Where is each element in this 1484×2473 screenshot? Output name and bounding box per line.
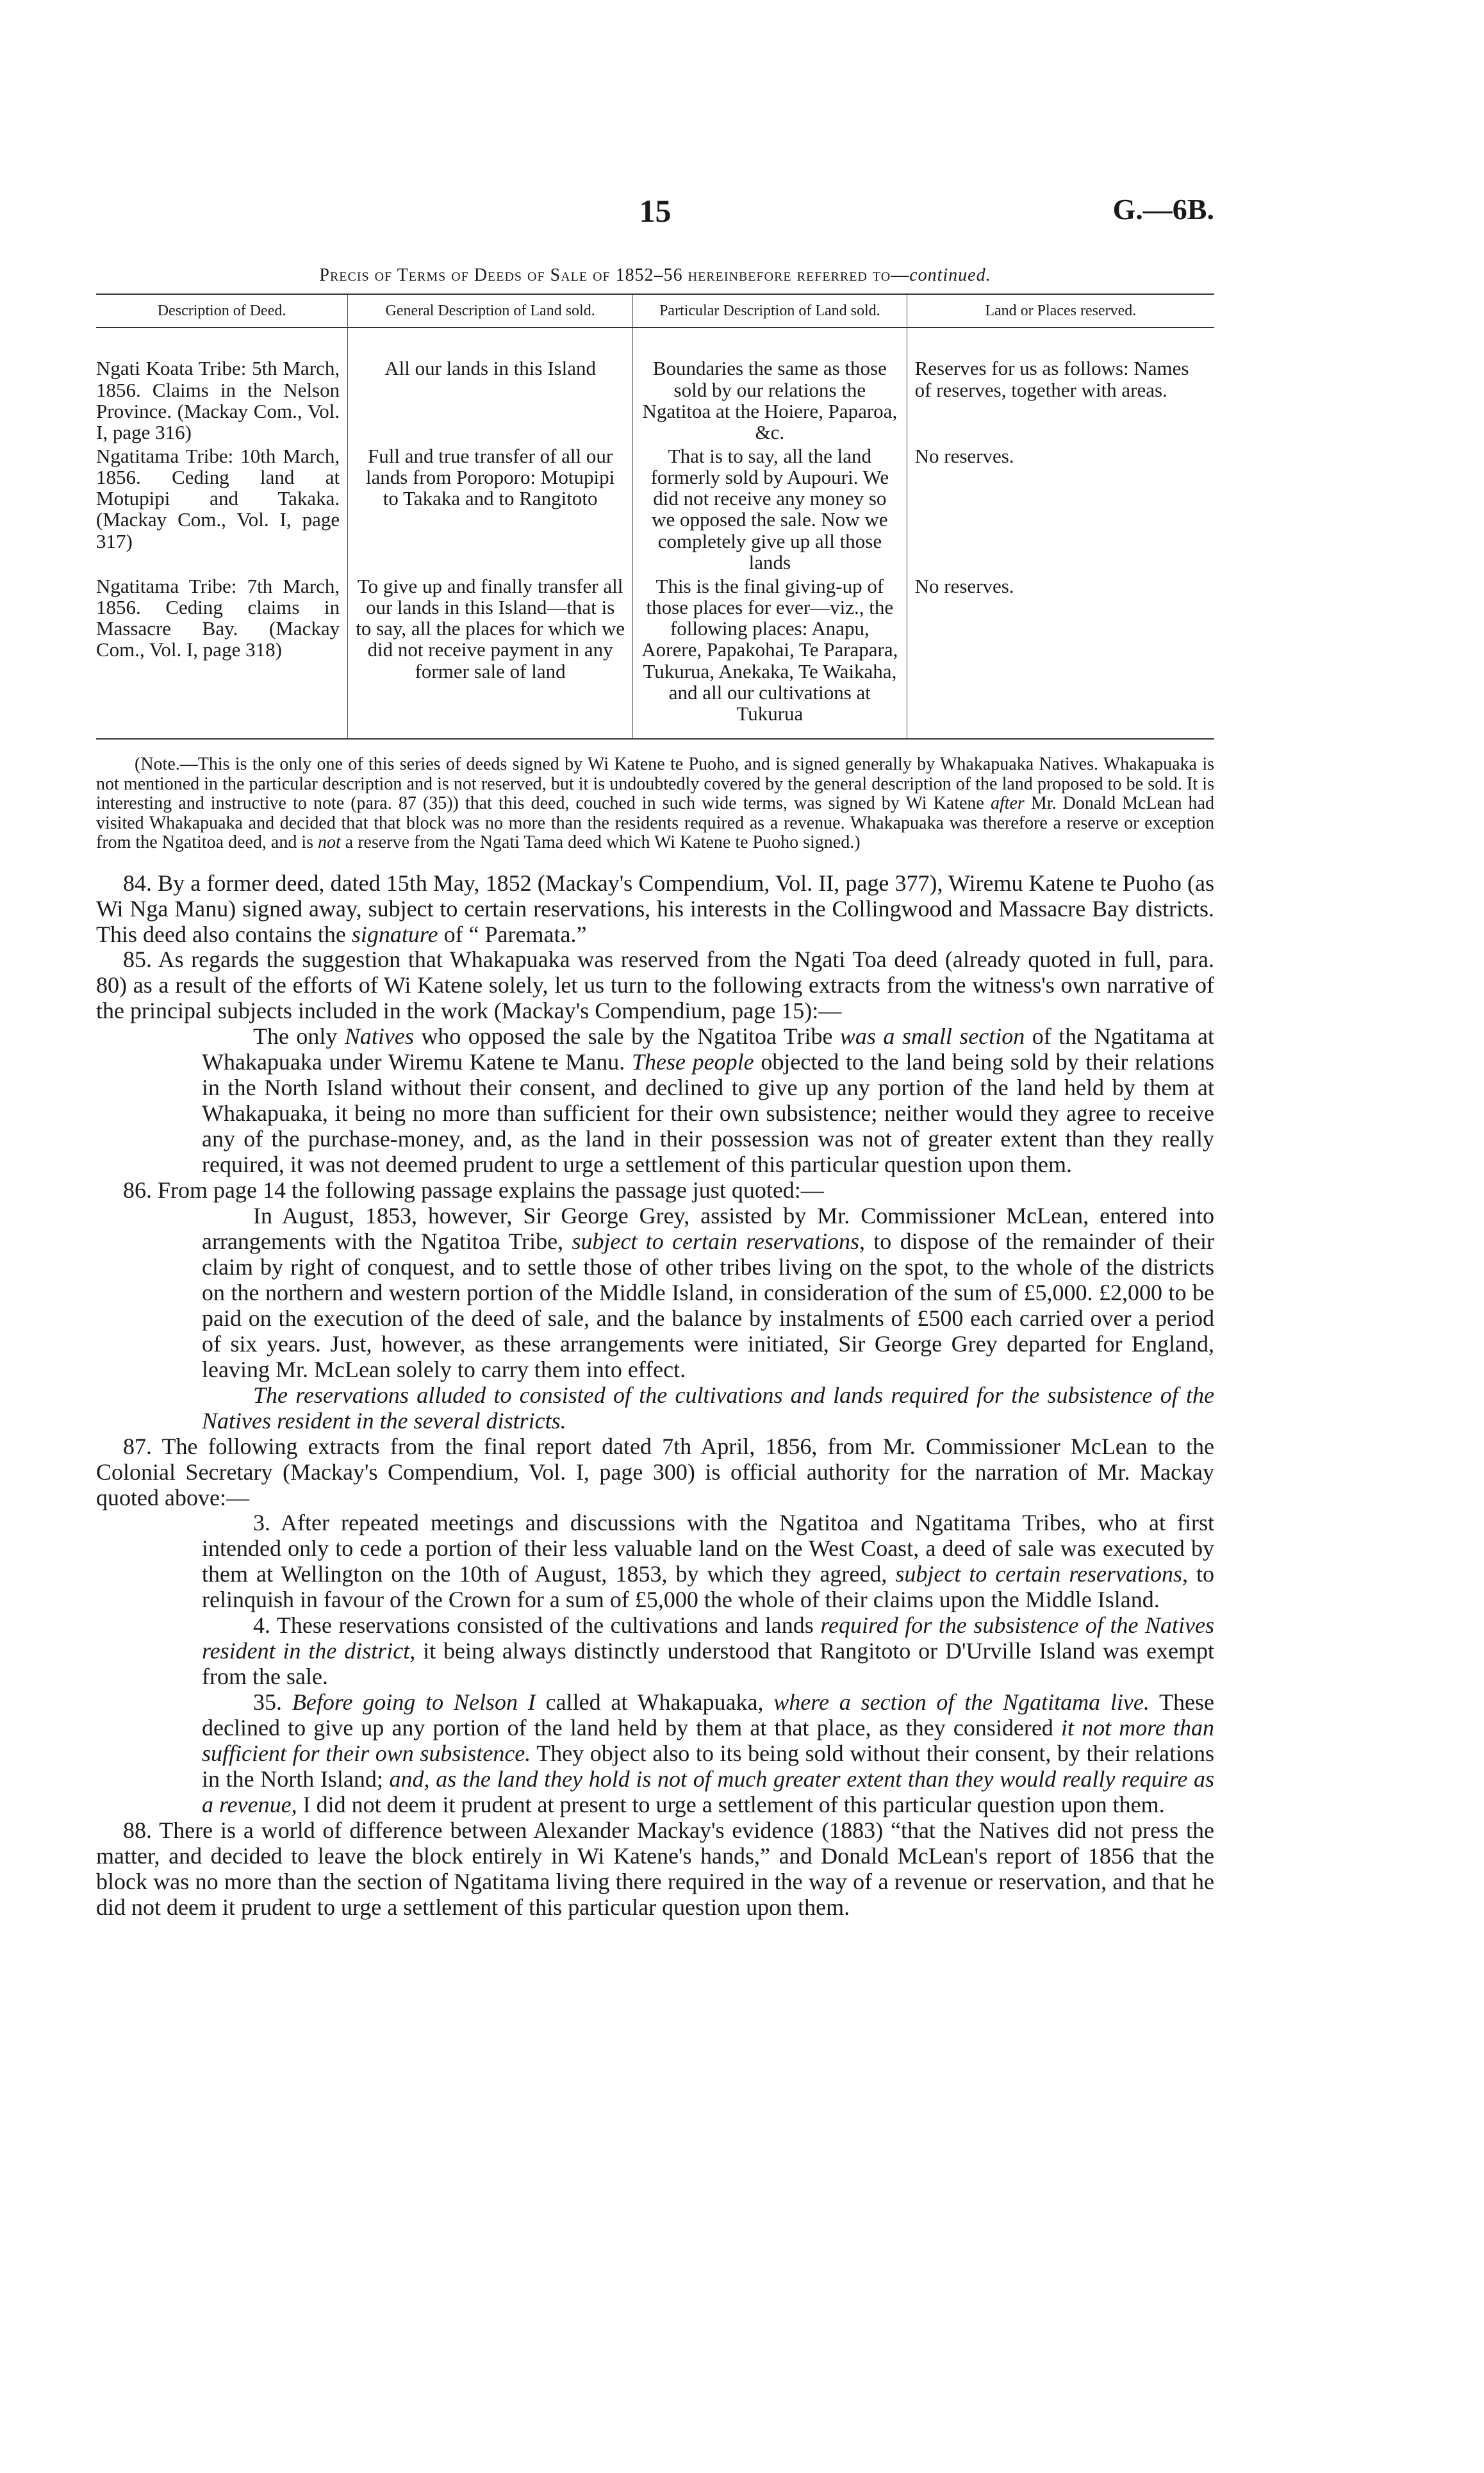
cell-deed: Ngatitama Tribe: 7th March, 1856. Ceding claims in Massacre Bay. (Mackay Com., Vol. I, page 318)	[96, 575, 348, 739]
note-emphasis: after	[990, 793, 1025, 814]
paragraph-text: of “ Paremata.”	[438, 921, 587, 947]
quote-text: , it being always distinctly understood that Rangitoto or D'Urville Island was exempt from the sale.	[202, 1638, 1214, 1690]
cell-particular: Boundaries the same as those sold by our relations the Ngatitoa at the Hoiere, Paparoa, &c.	[633, 327, 907, 445]
table-header-row	[96, 294, 1214, 327]
quote-emphasis: These people	[631, 1049, 754, 1075]
quote-text: of the Ngatitama at Whakapuaka under Wiremu Katene te Manu.	[202, 1023, 1214, 1075]
table-caption	[96, 265, 1214, 286]
cell-deed: Ngati Koata Tribe: 5th March, 1856. Claims in the Nelson Province. (Mackay Com., Vol. I, page 316)	[96, 357, 340, 443]
quote-text: These declined to give up any portion of the land held by them at that place, as they considered	[202, 1689, 1215, 1741]
page-number: 15	[639, 193, 672, 229]
cell-particular: This is the final giving-up of those places for ever—viz., the following places: Anapu, Aorere, Papakohai, Te Parapara, Tukurua, Anekaka, Te Waikaha, and all our cultivations at Tukurua	[633, 575, 907, 739]
cell-general: All our lands in this Island	[348, 327, 633, 445]
paragraph-86: 86. From page 14 the following passage explains the passage just quoted:—	[123, 1177, 824, 1203]
cell-general: To give up and finally transfer all our lands in this Island—that is to say, all the places for which we did not receive payment in any former sale of land	[348, 575, 633, 739]
quote-emphasis: where a section of the Ngatitama live.	[773, 1689, 1150, 1716]
note-text: a reserve from the Ngati Tama deed which Wi Katene te Puoho signed.)	[340, 832, 861, 853]
table-note	[96, 755, 1214, 853]
cell-general: Full and true transfer of all our lands from Poroporo: Motupipi to Takaka and to Rangitoto	[348, 445, 633, 575]
table-row	[96, 575, 1214, 739]
caption-continued: continued.	[909, 265, 991, 285]
column-header-deed: Description of Deed.	[96, 294, 348, 327]
quote-text: I did not deem it prudent at present to urge a settlement of this particular question upon them.	[297, 1791, 1165, 1817]
quote-text: objected to the land being sold by their relations in the North Island without their consent, and declined to give up any portion of the land held by them at Whakapuaka, it being no more than sufficient for their own subsistence; neither would they agree to receive any of the purchase-money, and, as the land in their possession was not of greater extent than they really required, it was not deemed prudent to urge a settlement of this particular question upon them.	[202, 1049, 1214, 1178]
table-row	[96, 327, 1214, 445]
cell-deed: Ngatitama Tribe: 10th March, 1856. Ceding land at Motupipi and Takaka. (Mackay Com., Vol. I, page 317)	[96, 445, 340, 552]
paragraph-88: 88. There is a world of difference between Alexander Mackay's evidence (1883) “that the Natives did not press the matter, and decided to leave the block entirely in Wi Katene's hands,” and Donald McLean's report of 1856 that the block was no more than the section of Ngatitama living there required in the way of a revenue or reservation, and that he did not deem it prudent to urge a settlement of this particular question upon them.	[96, 1817, 1214, 1920]
paragraph-87: 87. The following extracts from the final report dated 7th April, 1856, from Mr. Commissioner McLean to the Colonial Secretary (Mackay's Compendium, Vol. I, page 300) is official authority for the narration of Mr. Mackay quoted above:—	[96, 1433, 1214, 1510]
quote-emphasis: it not more than sufficient for their own subsistence.	[202, 1715, 1214, 1767]
note-text: Mr. Donald McLean had visited Whakapuaka and decided that that block was no more than the residents required as a revenue. Whakapuaka was therefore a reserve or exception from the Ngatitoa deed, and is	[96, 793, 1214, 853]
quote-emphasis: required for the subsistence of the Natives resident in the district	[202, 1612, 1214, 1664]
table-row	[96, 445, 1214, 575]
column-header-reserved: Land or Places reserved.	[907, 294, 1214, 327]
document-reference: G.—6B.	[1112, 193, 1214, 226]
quote-text: , to relinquish in favour of the Crown for a sum of £5,000 the whole of their claims upon the Middle Island.	[202, 1561, 1214, 1613]
column-header-particular: Particular Description of Land sold.	[633, 294, 907, 327]
quote-87-35	[202, 1690, 1214, 1818]
quote-87-4	[202, 1613, 1214, 1690]
note-emphasis: not	[318, 832, 341, 853]
note-text: (Note.—This is the only one of this series of deeds signed by Wi Katene te Puoho, and is signed generally by Whakapuaka Natives. Whakapuaka is not mentioned in the particular description and is not reserved, but it is undoubtedly covered by the general description of the land proposed to be sold. It is interesting and instructive to note (para. 87 (35)) that this deed, couched in such wide terms, was signed by Wi Katene	[96, 754, 1214, 814]
quote-emphasis: Natives	[344, 1023, 414, 1050]
cell-reserved: Reserves for us as follows: Names of reserves, together with areas.	[907, 327, 1214, 445]
cell-reserved: No reserves.	[907, 445, 1214, 575]
quote-emphasis: Before going to Nelson I	[292, 1689, 536, 1716]
document-page	[96, 192, 1214, 1921]
quote-text: The only	[253, 1023, 345, 1050]
quote-text: called at Whakapuaka,	[535, 1689, 774, 1716]
page-header	[96, 192, 1214, 244]
quote-text: 4. These reservations consisted of the cultivations and lands	[253, 1612, 821, 1639]
paragraph-85: 85. As regards the suggestion that Whakapuaka was reserved from the Ngati Toa deed (already quoted in full, para. 80) as a result of the efforts of Wi Katene solely, let us turn to the following extracts from the witness's own narrative of the principal subjects included in the work (Mackay's Compendium, page 15):—	[96, 947, 1214, 1024]
cell-reserved: No reserves.	[907, 575, 1214, 739]
quote-emphasis: subject to certain reservations	[895, 1561, 1182, 1587]
deeds-table	[96, 294, 1214, 740]
quote-text: 3. After repeated meetings and discussions with the Ngatitoa and Ngatitama Tribes, who at first intended only to cede a portion of their less valuable land on the West Coast, a deed of sale was executed by them at Wellington on the 10th of August, 1853, by which they agreed,	[202, 1510, 1214, 1587]
quote-emphasis: and, as the land they hold is not of much greater extent than they would really require as a revenue,	[202, 1766, 1215, 1817]
quote-text: They object also to its being sold without their consent, by their relations in the North Island;	[202, 1741, 1215, 1792]
quote-text: , to dispose of the remainder of their claim by right of conquest, and to settle those of other tribes living on the spot, to the whole of the districts on the northern and western portion of the Middle Island, in consideration of the sum of £5,000. £2,000 to be paid on the execution of the deed of sale, and the balance by instalments of £500 each carried over a period of six years. Just, however, as these arrangements were initiated, Sir George Grey departed for England, leaving Mr. McLean solely to carry them into effect.	[202, 1228, 1215, 1382]
quote-emphasis: was a small section	[839, 1023, 1025, 1050]
caption-text: Precis of Terms of Deeds of Sale of 1852–56 hereinbefore referred to—	[319, 265, 910, 285]
paragraph-emphasis: signature	[351, 921, 438, 947]
quote-87-3	[202, 1510, 1214, 1613]
quote-text: 35.	[253, 1689, 292, 1716]
quote-text: In August, 1853, however, Sir George Grey, assisted by Mr. Commissioner McLean, entered into arrangements with the Ngatitoa Tribe,	[202, 1203, 1214, 1254]
quote-85	[202, 1024, 1214, 1178]
paragraph-84	[96, 871, 1214, 948]
quote-text: who opposed the sale by the Ngatitoa Tribe	[413, 1023, 840, 1050]
quote-emphasis: subject to certain reservations	[572, 1228, 859, 1254]
column-header-general: General Description of Land sold.	[348, 294, 633, 327]
quote-86	[202, 1203, 1214, 1383]
paragraph-text: 84. By a former deed, dated 15th May, 1852 (Mackay's Compendium, Vol. II, page 377), Wiremu Katene te Puoho (as Wi Nga Manu) signed away, subject to certain reservations, his interests in the Collingwood and Massacre Bay districts. This deed also contains the	[96, 870, 1214, 947]
cell-particular: That is to say, all the land formerly sold by Aupouri. We did not receive any money so we opposed the sale. Now we completely give up all those lands	[633, 445, 907, 575]
quote-86-italic: The reservations alluded to consisted of the cultivations and lands required for the subsistence of the Natives resident in the several districts.	[202, 1382, 1214, 1434]
